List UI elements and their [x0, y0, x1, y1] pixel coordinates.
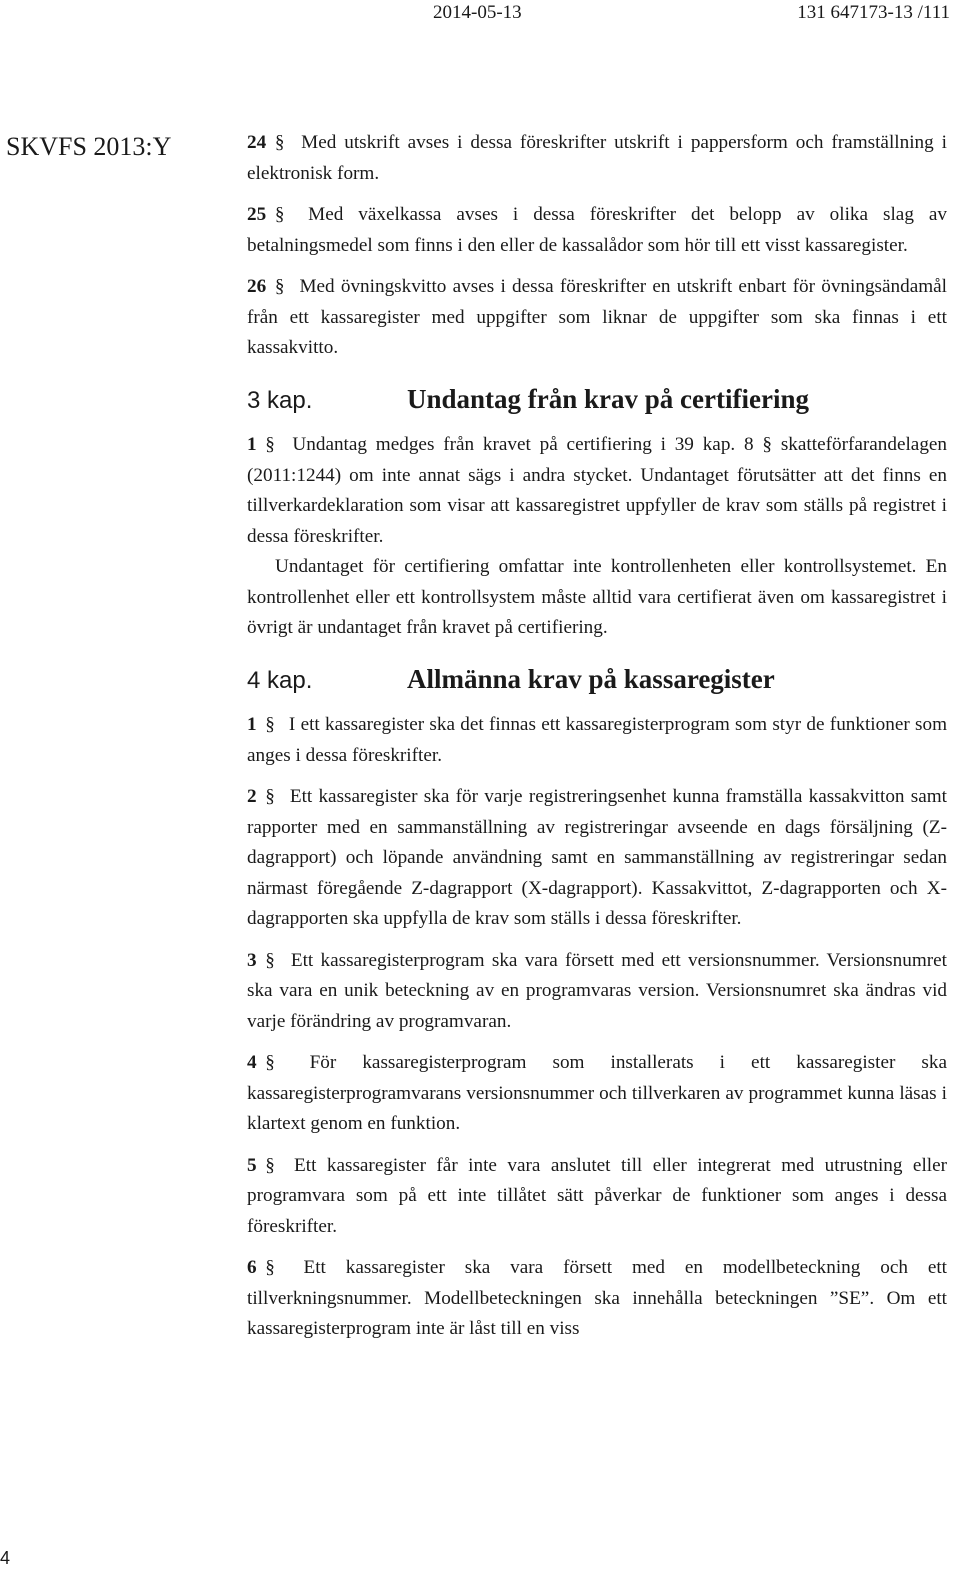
chapter-4-paragraph-3	[247, 946, 947, 1038]
paragraph-text: Med utskrift avses i dessa föreskrifter utskrift i pappersform och framställning i elektronisk form.	[247, 132, 947, 184]
section-sign: §	[265, 1154, 275, 1176]
section-sign: §	[274, 204, 285, 225]
paragraph-text: Med växelkassa avses i dessa föreskrifter det belopp av olika slag av betalningsmedel som finns i den eller de kassalådor som hör till ett visst kassaregister.	[247, 204, 947, 256]
header-date: 2014-05-13	[433, 2, 522, 23]
chapter-4-paragraph-6	[247, 1253, 947, 1345]
paragraph-number: 2	[247, 786, 257, 807]
section-sign: §	[265, 434, 275, 455]
paragraph-text: I ett kassaregister ska det finnas ett kassaregisterprogram som styr de funktioner som anges i dessa föreskrifter.	[247, 714, 948, 766]
chapter-3-paragraph-1	[247, 430, 947, 644]
paragraph-text: skatteförfarandelagen (2011:1244) om inte annat sägs i andra stycket. Undantaget förutsätter att det finns en tillverkardeklaration som visar att kassaregistret uppfyller de krav som ställs på registret i dessa föreskrifter.	[247, 434, 948, 547]
paragraph-number: 5	[247, 1154, 257, 1176]
paragraph-text: Med övningskvitto avses i dessa föreskrifter en utskrift enbart för övningsändamål från ett kassaregister med uppgifter som liknar de uppgifter som ska finnas i ett kassakvitto.	[247, 276, 947, 358]
paragraph-25	[247, 200, 947, 261]
chapter-4-paragraph-5	[247, 1151, 947, 1243]
paragraph-number: 1	[247, 714, 257, 735]
paragraph-text: Ett kassaregister ska för varje registreringsenhet kunna framställa kassakvitton samt rapporter med en sammanställning av registreringar avseende en dags försäljning (Z-dagrapport) och löpande användning samt en sammanställning av registreringar sedan närmast föregående Z-dagrapport (X-dagrapport). Kassakvittot, Z-dagrapporten och X-dagrapporten ska uppfylla de krav som ställs i dessa föreskrifter.	[247, 786, 948, 929]
chapter-4-paragraph-1	[247, 710, 947, 771]
paragraph-number: 1	[247, 434, 257, 455]
chapter-4-paragraph-2	[247, 782, 947, 935]
section-sign: §	[265, 1052, 275, 1073]
chapter-title: Allmänna krav på kassaregister	[407, 663, 775, 694]
section-sign: §	[274, 132, 285, 153]
section-sign: §	[265, 1257, 275, 1278]
series-label: SKVFS 2013:Y	[6, 132, 172, 161]
paragraph-26	[247, 272, 947, 364]
chapter-3-heading	[247, 384, 947, 417]
chapter-4-heading	[247, 664, 947, 697]
page-number: 4	[0, 1548, 11, 1568]
paragraph-number: 3	[247, 949, 257, 971]
section-sign: §	[265, 786, 275, 807]
chapter-number: 4 kap.	[247, 666, 313, 694]
paragraph-text: Ett kassaregisterprogram ska vara försett med ett versionsnummer. Versionsnumret ska vara en unik beteckning av en programvaras version. Versionsnumret ska ändras vid varje förändring av programvaran.	[247, 949, 947, 1032]
paragraph-text: För kassaregisterprogram som installerats i ett kassaregister ska kassaregisterprogramvarans versionsnummer och tillverkaren av programmet kunna läsas i klartext genom en funktion.	[247, 1052, 947, 1134]
paragraph-number: 25	[247, 204, 267, 225]
section-sign: §	[762, 434, 773, 455]
paragraph-number: 4	[247, 1052, 257, 1073]
document-body	[247, 128, 947, 1356]
paragraph-continuation: Undantaget för certifiering omfattar inte kontrollenheten eller kontrollsystemet. En kontrollenhet eller ett kontrollsystem måste alltid vara certifierat även om kassaregistret i övrigt är undantaget från kravet på certifiering.	[247, 556, 947, 638]
paragraph-text: Ett kassaregister ska vara försett med en modellbeteckning och ett tillverkningsnummer. Modellbeteckningen ska innehålla beteckningen ”SE”. Om ett kassaregisterprogram inte är låst till en viss	[247, 1257, 948, 1339]
paragraph-number: 24	[247, 132, 267, 153]
header-reference: 131 647173-13 /111	[797, 2, 950, 23]
paragraph-text: Undantag medges från kravet på certifiering i 39 kap. 8	[292, 434, 754, 455]
section-sign: §	[274, 276, 285, 297]
paragraph-number: 26	[247, 276, 267, 297]
section-sign: §	[265, 949, 275, 971]
paragraph-24	[247, 128, 947, 189]
chapter-title: Undantag från krav på certifiering	[407, 383, 809, 414]
chapter-number: 3 kap.	[247, 386, 313, 414]
paragraph-number: 6	[247, 1257, 257, 1278]
chapter-4-paragraph-4	[247, 1048, 947, 1140]
paragraph-text: Ett kassaregister får inte vara anslutet till eller integrerat med utrustning eller programvara som på ett inte tillåtet sätt påverkar de funktioner som anges i dessa föreskrifter.	[247, 1154, 948, 1237]
section-sign: §	[265, 714, 275, 735]
